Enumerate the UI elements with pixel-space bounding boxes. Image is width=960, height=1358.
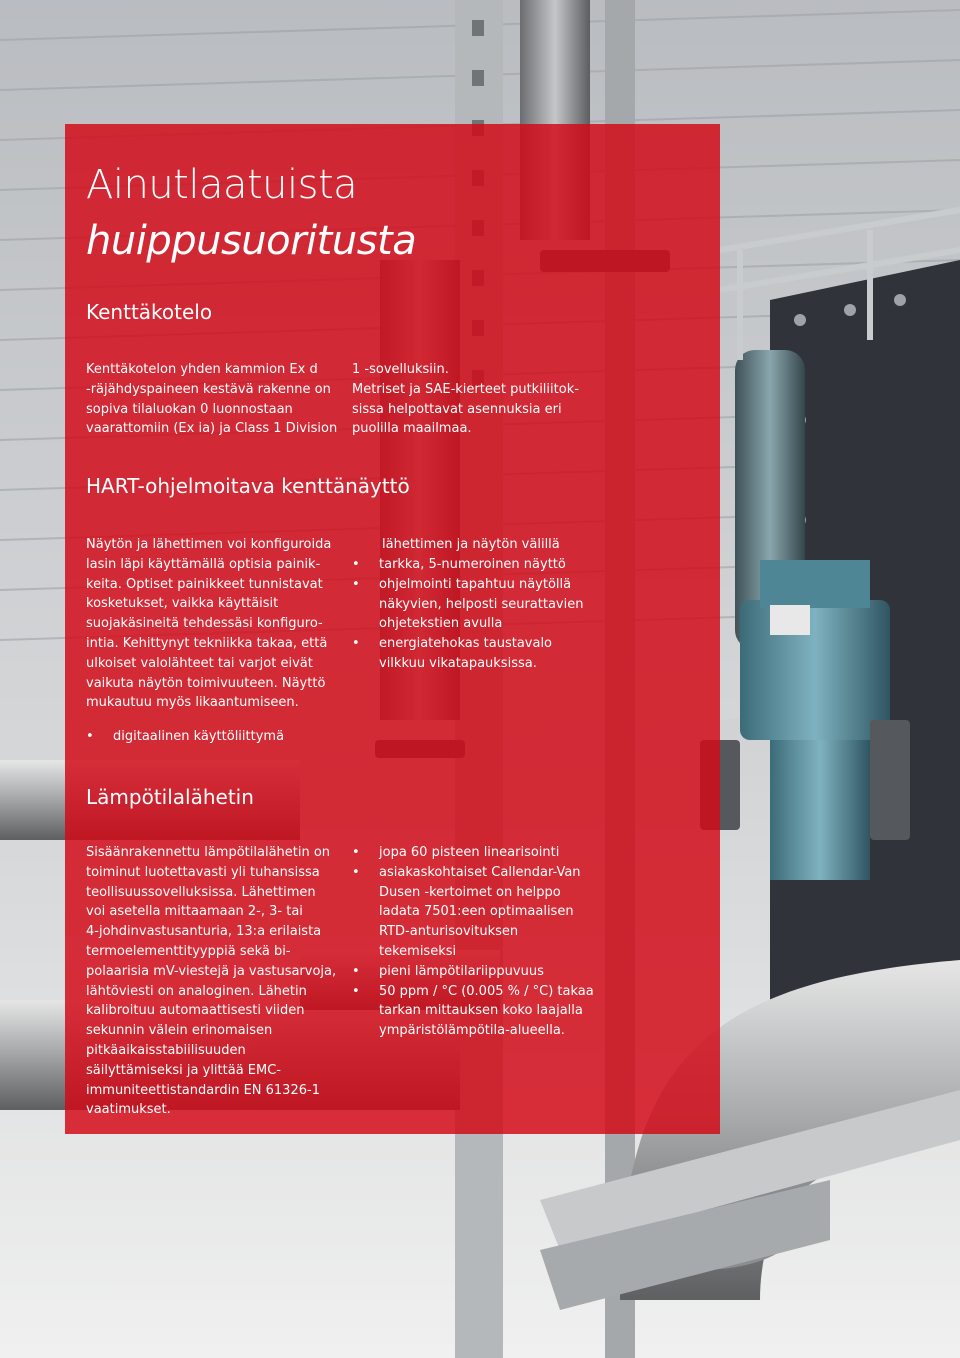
list-item: • digitaalinen käyttöliittymä bbox=[86, 727, 356, 747]
hart-text-col2-intro: lähettimen ja näytön välillä bbox=[382, 537, 560, 552]
list-item: • asiakaskohtaiset Callendar-Van Dusen -kertoimet on helppo ladata 7501:een optimaalisen RTD-anturisovituksen tekemiseksi bbox=[352, 863, 652, 962]
list-item: • ohjelmointi tapahtuu näytöllä näkyvien, helposti seurattavien ohjetekstien avulla bbox=[352, 575, 652, 634]
list-item: • pieni lämpötilariippuvuus bbox=[352, 962, 652, 982]
hart-text-col1: Näytön ja lähettimen voi konfiguroida lasin läpi käyttämällä optisia painik- keita. Optiset painikkeet tunnistavat kosketukset, vaikka käyttäisit suojakäsineitä tehdessäsi konfiguro- intia. Kehittynyt tekniikka takaa, että ulkoiset valolähteet tai varjot eivät vaikuta näytön toimivuuteen. Näyttö mukautuu myös likaantumiseen. bbox=[86, 537, 332, 711]
section-heading-lampotilalahetin: Lämpötilalähetin bbox=[86, 785, 254, 809]
page-title-line1: Ainutlaatuista bbox=[86, 162, 358, 208]
page-title-line2: huippusuoritusta bbox=[86, 218, 417, 264]
hart-bullet-list-right bbox=[352, 555, 652, 674]
kenttakotelo-text-col1: Kenttäkotelon yhden kammion Ex d -räjähdyspaineen kestävä rakenne on sopiva tilaluokan 0 luonnostaan vaarattomiin (Ex ia) ja Class 1 Division bbox=[86, 362, 338, 437]
list-item: • energiatehokas taustavalo vilkkuu vikatapauksissa. bbox=[352, 634, 652, 674]
list-item: • 50 ppm / °C (0.005 % / °C) takaa tarkan mittauksen koko laajalla ympäristölämpötila-alueella. bbox=[352, 982, 652, 1041]
section-heading-hart: HART-ohjelmoitava kenttänäyttö bbox=[86, 474, 410, 498]
list-item: • tarkka, 5-numeroinen näyttö bbox=[352, 555, 652, 575]
hart-right-column bbox=[379, 535, 659, 555]
section-heading-kenttakotelo: Kenttäkotelo bbox=[86, 300, 213, 324]
list-item: • jopa 60 pisteen linearisointi bbox=[352, 843, 652, 863]
kenttakotelo-text-col2: 1 -sovelluksiin. Metriset ja SAE-kierteet putkiliitok- sissa helpottavat asennuksia eri puolilla maailmaa. bbox=[352, 362, 579, 437]
lampotila-bullet-list-right bbox=[352, 843, 652, 1041]
hart-bullet-list-left bbox=[86, 727, 356, 747]
lampotila-text-col1: Sisäänrakennettu lämpötilalähetin on toiminut luotettavasti yli tuhansissa teollisuussovelluksissa. Lähettimen voi asetella mittaamaan 2-, 3- tai 4-johdinvastusanturia, 13:a erilaista termoelementtityyppiä sekä bi- polaarisia mV-viestejä ja vastusarvoja, lähtöviesti on analoginen. Lähetin kalibroituu automaattisesti viiden sekunnin välein erinomaisen pitkäaikaisstabiilisuuden säilyttämiseksi ja ylittää EMC- immuniteettistandardin EN 61326-1 vaatimukset. bbox=[86, 845, 337, 1118]
